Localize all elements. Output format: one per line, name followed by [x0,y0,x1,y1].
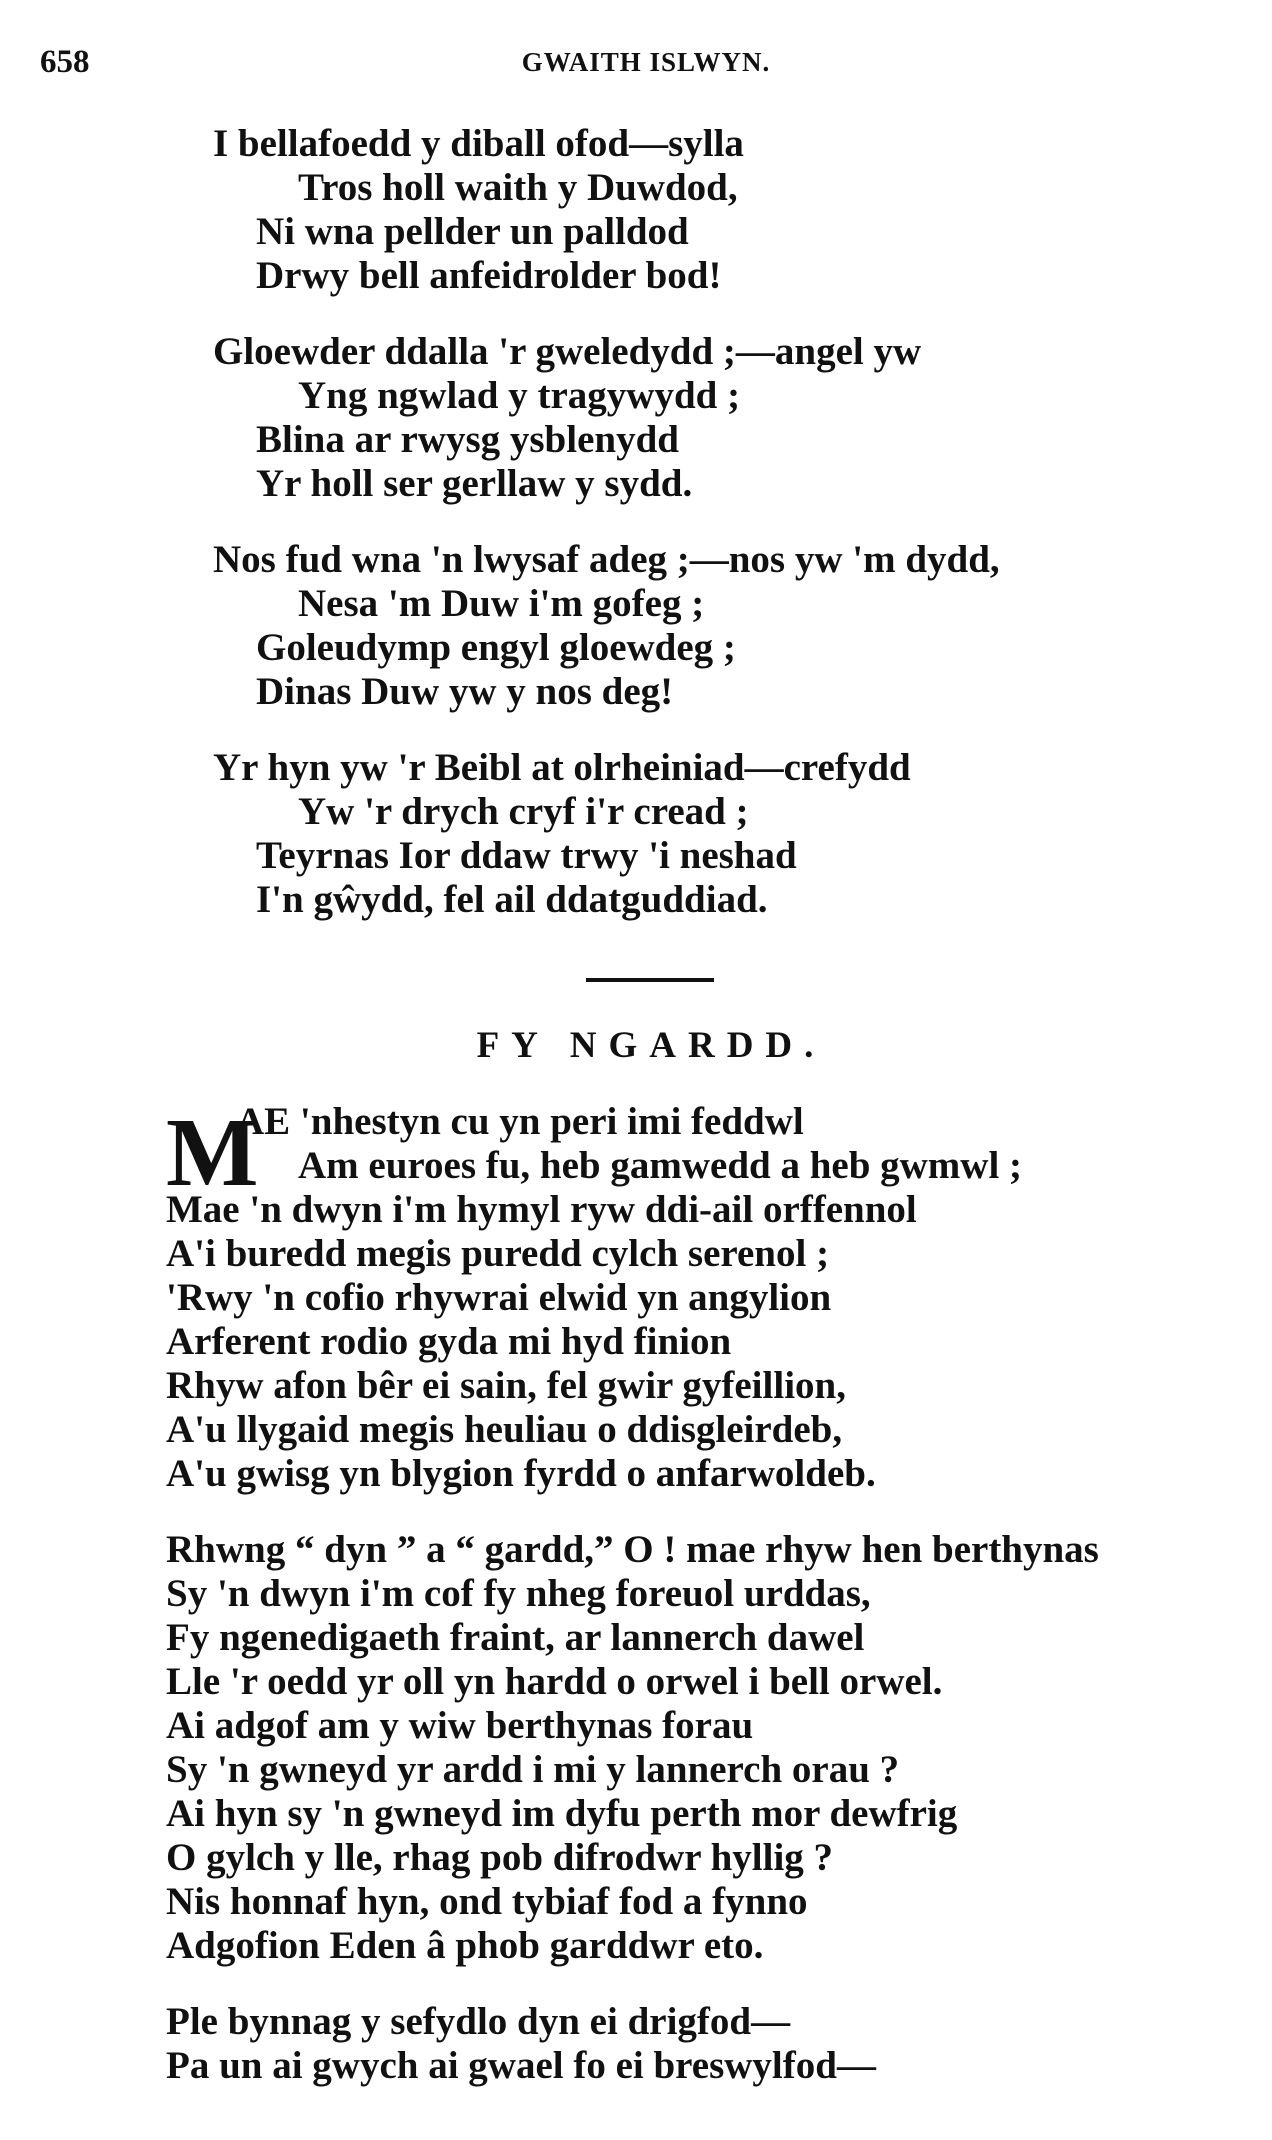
poem-line: Rhyw afon bêr ei sain, fel gwir gyfeillion, [166,1364,846,1407]
poem-line: Sy 'n dwyn i'm cof fy nheg foreuol urddas, [166,1572,871,1615]
poem-line: Am euroes fu, heb gamwedd a heb gwmwl ; [298,1144,1023,1187]
page-header [40,44,1232,84]
poem-line: Nis honnaf hyn, ond tybiaf fod a fynno [166,1880,808,1923]
verse-line: Yr hyn yw 'r Beibl at olrheiniad—crefydd [213,746,911,789]
poem-line: Ple bynnag y sefydlo dyn ei drigfod— [166,2000,791,2043]
poem-line: AE 'nhestyn cu yn peri imi feddwl [236,1100,804,1143]
verse-line: Yng ngwlad y tragywydd ; [298,374,741,417]
section-divider [586,978,714,982]
verse-line: Dinas Duw yw y nos deg! [256,670,674,713]
poem-line: Arferent rodio gyda mi hyd finion [166,1320,732,1363]
verse-line: Drwy bell anfeidrolder bod! [256,254,722,297]
poem-line: Ai adgof am y wiw berthynas forau [166,1704,754,1747]
poem-line: Fy ngenedigaeth fraint, ar lannerch dawel [166,1616,865,1659]
verse-line: Teyrnas Ior ddaw trwy 'i neshad [256,834,797,877]
verse-line: Nesa 'm Duw i'm gofeg ; [298,582,705,625]
verse-line: Blina ar rwysg ysblenydd [256,418,679,461]
poem-line: O gylch y lle, rhag pob difrodwr hyllig ? [166,1836,834,1879]
poem-line: Sy 'n gwneyd yr ardd i mi y lannerch orau ? [166,1748,900,1791]
poem-line: Pa un ai gwych ai gwael fo ei breswylfod— [166,2044,876,2087]
verse-line: Yw 'r drych cryf i'r cread ; [298,790,749,833]
poem-line: A'u gwisg yn blygion fyrdd o anfarwoldeb. [166,1452,876,1495]
poem-line: Adgofion Eden â phob garddwr eto. [166,1924,764,1967]
running-head: GWAITH ISLWYN. [521,47,771,77]
verse-line: Nos fud wna 'n lwysaf adeg ;—nos yw 'm dydd, [213,538,1000,581]
poem-line: Lle 'r oedd yr oll yn hardd o orwel i bell orwel. [166,1660,943,1703]
poem-title: FY NGARDD. [476,1025,826,1066]
poem-line: A'i buredd megis puredd cylch serenol ; [166,1232,830,1275]
verse-line: I bellafoedd y diball ofod—sylla [213,122,744,165]
poem-line: A'u llygaid megis heuliau o ddisgleirdeb, [166,1408,843,1451]
poem-line: Mae 'n dwyn i'm hymyl ryw ddi-ail orffennol [166,1188,917,1231]
page-number: 658 [40,44,90,80]
verse-line: Gloewder ddalla 'r gweledydd ;—angel yw [213,330,922,373]
poem-line: Ai hyn sy 'n gwneyd im dyfu perth mor dewfrig [166,1792,958,1835]
poem-line: Rhwng “ dyn ” a “ gardd,” O ! mae rhyw hen berthynas [166,1528,1099,1571]
verse-line: I'n gŵydd, fel ail ddatguddiad. [256,878,768,921]
drop-cap: M [166,1099,259,1207]
verse-line: Ni wna pellder un palldod [256,210,689,253]
verse-line: Tros holl waith y Duwdod, [298,166,738,209]
poem-line: 'Rwy 'n cofio rhywrai elwid yn angylion [166,1276,832,1319]
verse-line: Goleudymp engyl gloewdeg ; [256,626,736,669]
verse-line: Yr holl ser gerllaw y sydd. [256,462,693,505]
